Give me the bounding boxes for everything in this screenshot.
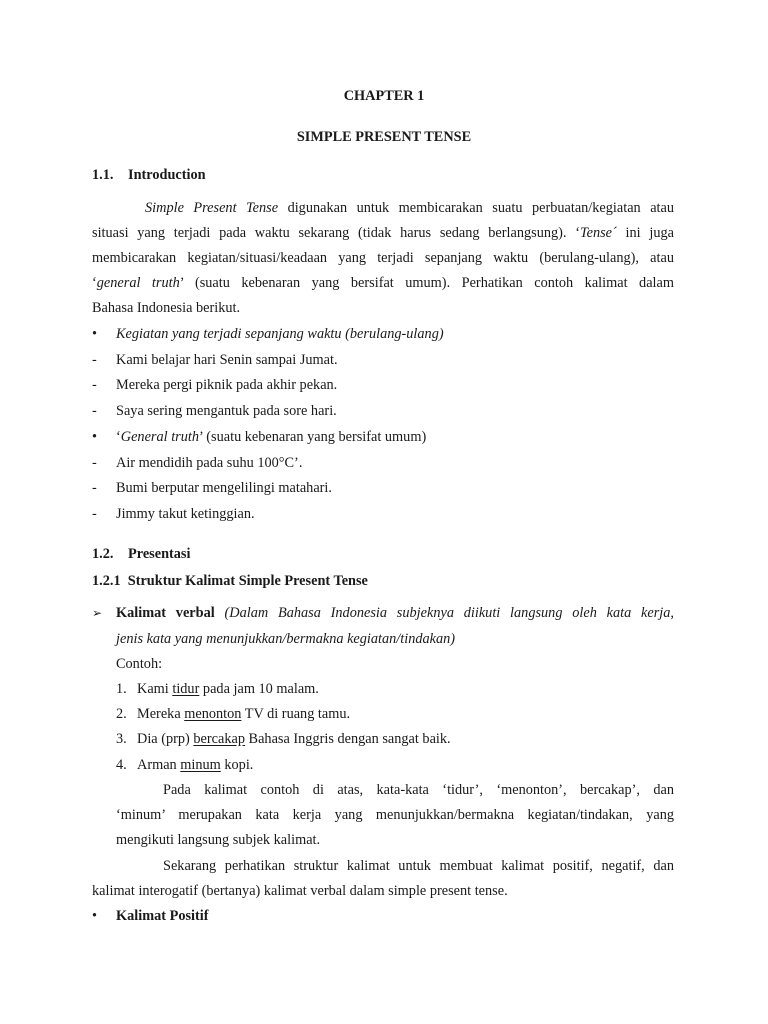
list2-heading-text: ’ (suatu kebenaran yang bersifat umum)	[199, 429, 427, 445]
bullet-marker: •	[92, 429, 98, 445]
contoh-label: Contoh:	[116, 656, 163, 672]
dash-marker: -	[92, 403, 97, 419]
section-title: Struktur Kalimat Simple Present Tense	[127, 573, 368, 589]
example-sentence	[137, 680, 319, 698]
intro-text: ‘	[92, 275, 97, 291]
intro-line-3: membicarakan kegiatan/situasi/keadaan yang terjadi sepanjang waktu (berulang-ulang), atau	[92, 250, 674, 266]
example-verb: tidur	[172, 681, 200, 697]
example-sentence	[137, 730, 451, 748]
dash-marker: -	[92, 480, 97, 496]
section-number: 1.2.	[92, 546, 114, 562]
example-text: Mereka	[137, 706, 185, 722]
example-text: pada jam 10 malam.	[199, 681, 319, 697]
list2-heading	[116, 428, 426, 446]
chapter-title: CHAPTER 1	[343, 88, 425, 104]
example-text: Arman	[137, 757, 181, 773]
verbal-explanation: (Dalam Bahasa Indonesia subjeknya diikuti langsung oleh kata kerja,	[224, 605, 674, 621]
list-item: Kami belajar hari Senin sampai Jumat.	[116, 352, 338, 368]
kalimat-verbal-label: Kalimat verbal	[116, 605, 215, 621]
example-verb: bercakap	[193, 731, 245, 747]
para-b-line-1: Sekarang perhatikan struktur kalimat untuk membuat kalimat positif, negatif, dan	[163, 858, 674, 874]
bullet-marker: •	[92, 908, 98, 924]
para-a-line-3: mengikuti langsung subjek kalimat.	[116, 832, 321, 848]
dash-marker: -	[92, 377, 97, 393]
example-number: 4.	[116, 757, 127, 773]
term-general-truth: General truth	[120, 429, 199, 445]
list1-heading: Kegiatan yang terjadi sepanjang waktu (berulang-ulang)	[116, 326, 444, 342]
list-item: Bumi berputar mengelilingi matahari.	[116, 480, 332, 496]
intro-line-5: Bahasa Indonesia berikut.	[92, 300, 241, 316]
para-a-line-2: ‘minum’ merupakan kata kerja yang menunjukkan/bermakna kegiatan/tindakan, yang	[116, 807, 674, 823]
section-heading-1-1	[92, 166, 206, 184]
arrow-bullet-icon: ➢	[92, 606, 103, 620]
intro-text: digunakan untuk membicarakan suatu perbuatan/kegiatan atau	[278, 200, 675, 216]
list-item: Air mendidih pada suhu 100°C’.	[116, 455, 303, 471]
list-item: Mereka pergi piknik pada akhir pekan.	[116, 377, 338, 393]
term-tense: Tense´	[579, 225, 617, 241]
example-text: TV di ruang tamu.	[241, 706, 351, 722]
example-number: 2.	[116, 706, 127, 722]
dash-marker: -	[92, 352, 97, 368]
term-general-truth: general truth	[96, 275, 180, 291]
example-text: Kami	[137, 681, 173, 697]
example-text: Dia (prp)	[137, 731, 194, 747]
example-verb: menonton	[184, 706, 242, 722]
example-number: 1.	[116, 681, 127, 697]
intro-line-4	[92, 274, 674, 292]
intro-text: ’ (suatu kebenaran yang bersifat umum). Perhatikan contoh kalimat dalam	[179, 275, 674, 291]
section-title: Introduction	[128, 167, 206, 183]
section-heading-1-2-1	[92, 572, 368, 590]
example-sentence	[137, 705, 350, 723]
dash-marker: -	[92, 506, 97, 522]
chapter-subtitle: SIMPLE PRESENT TENSE	[296, 129, 472, 145]
list-item: Jimmy takut ketinggian.	[116, 506, 255, 522]
para-b-line-2: kalimat interogatif (bertanya) kalimat verbal dalam simple present tense.	[92, 883, 508, 899]
kalimat-positif-heading: Kalimat Positif	[116, 908, 209, 924]
example-text: kopi.	[220, 757, 254, 773]
intro-line-1	[145, 199, 674, 217]
section-title: Presentasi	[128, 546, 191, 562]
list-item: Saya sering mengantuk pada sore hari.	[116, 403, 337, 419]
example-text: Bahasa Inggris dengan sangat baik.	[244, 731, 451, 747]
section-number: 1.1.	[92, 167, 114, 183]
verbal-line-1	[116, 604, 674, 622]
example-sentence	[137, 756, 253, 774]
term-simple-present: Simple Present Tense	[145, 200, 279, 216]
section-number: 1.2.1	[92, 573, 121, 589]
dash-marker: -	[92, 455, 97, 471]
bullet-marker: •	[92, 326, 98, 342]
example-number: 3.	[116, 731, 127, 747]
verbal-line-2: jenis kata yang menunjukkan/bermakna kegiatan/tindakan)	[116, 631, 456, 647]
intro-text: ini juga	[616, 225, 674, 241]
para-a-line-1: Pada kalimat contoh di atas, kata-kata ‘tidur’, ‘menonton’, bercakap’, dan	[163, 782, 674, 798]
quote-mark: ‘	[116, 429, 121, 445]
section-heading-1-2	[92, 545, 190, 563]
intro-text: situasi yang terjadi pada waktu sekarang (tidak harus sedang berlangsung). ‘	[92, 225, 580, 241]
intro-line-2	[92, 224, 674, 242]
example-verb: minum	[180, 757, 221, 773]
